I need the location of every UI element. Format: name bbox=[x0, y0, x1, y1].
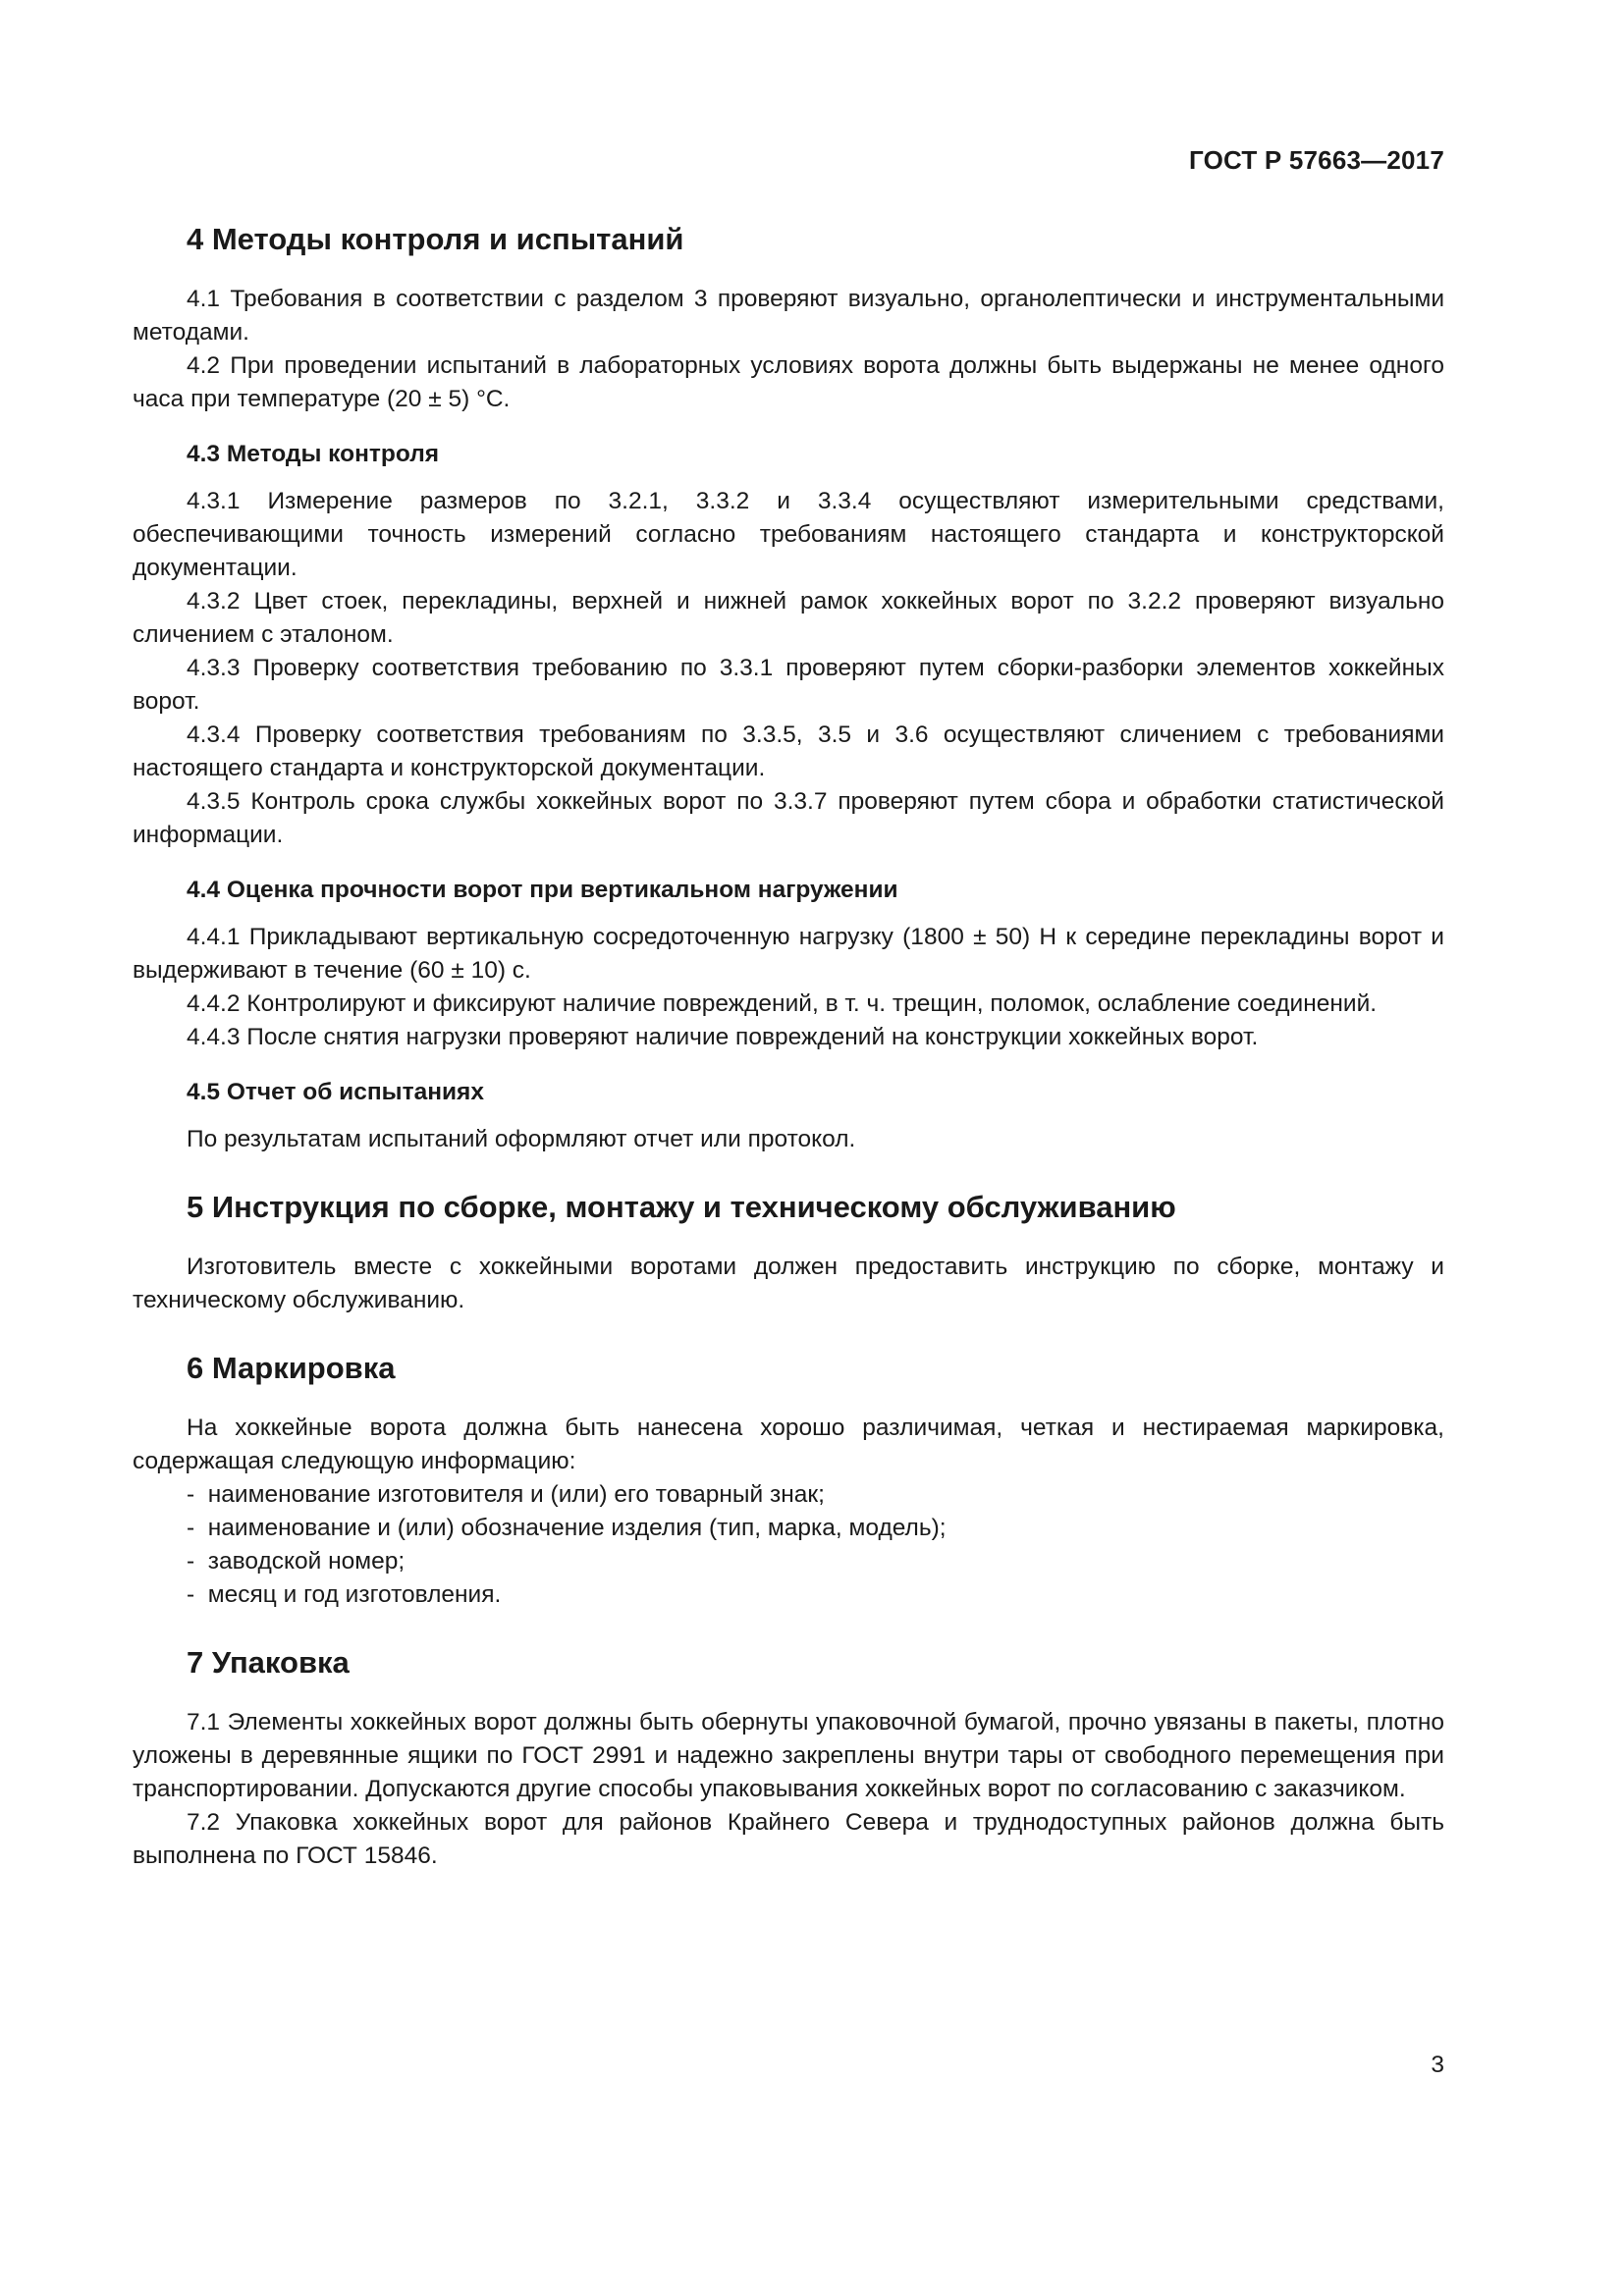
subsection-4-5-heading: 4.5 Отчет об испытаниях bbox=[187, 1079, 484, 1105]
document-code: ГОСТ Р 57663—2017 bbox=[1189, 145, 1444, 175]
paragraph-5-1: Изготовитель вместе с хоккейными воротами должен предоставить инструкцию по сборке, монтажу и техническому обслуживанию. bbox=[133, 1254, 1444, 1313]
paragraph-4-3-4: 4.3.4 Проверку соответствия требованиям по 3.3.5, 3.5 и 3.6 осуществляют сличением с требованиями настоящего стандарта и конструкторской документации. bbox=[133, 721, 1444, 781]
paragraph-7-2: 7.2 Упаковка хоккейных ворот для районов Крайнего Севера и труднодоступных районов должна быть выполнена по ГОСТ 15846. bbox=[133, 1809, 1444, 1869]
subsection-4-3-heading: 4.3 Методы контроля bbox=[187, 441, 440, 467]
paragraph-4-2: 4.2 При проведении испытаний в лабораторных условиях ворота должны быть выдержаны не менее одного часа при температуре (20 ± 5) °С. bbox=[133, 352, 1444, 412]
section-7-heading: 7 Упаковка bbox=[187, 1645, 350, 1680]
section-4-heading: 4 Методы контроля и испытаний bbox=[187, 222, 684, 256]
paragraph-4-3-1: 4.3.1 Измерение размеров по 3.2.1, 3.3.2 и 3.3.4 осуществляют измерительными средствами, обеспечивающими точность измерений согласно требованиям настоящего стандарта и конструкторской документации. bbox=[133, 488, 1444, 581]
paragraph-4-4-1: 4.4.1 Прикладывают вертикальную сосредоточенную нагрузку (1800 ± 50) Н к середине перекладины ворот и выдерживают в течение (60 ± 10) с. bbox=[133, 924, 1444, 984]
paragraph-4-3-5: 4.3.5 Контроль срока службы хоккейных ворот по 3.3.7 проверяют путем сбора и обработки статистической информации. bbox=[133, 788, 1444, 848]
paragraph-4-3-3: 4.3.3 Проверку соответствия требованию по 3.3.1 проверяют путем сборки-разборки элементов хоккейных ворот. bbox=[133, 655, 1444, 715]
document-body bbox=[133, 218, 1444, 1873]
list-item: - заводской номер; bbox=[187, 1548, 406, 1575]
paragraph-4-4-3: 4.4.3 После снятия нагрузки проверяют наличие повреждений на конструкции хоккейных ворот. bbox=[187, 1024, 1259, 1050]
list-item: - месяц и год изготовления. bbox=[187, 1581, 502, 1608]
list-item: - наименование и (или) обозначение изделия (тип, марка, модель); bbox=[187, 1515, 947, 1541]
section-6-heading: 6 Маркировка bbox=[187, 1351, 396, 1385]
paragraph-4-3-2: 4.3.2 Цвет стоек, перекладины, верхней и нижней рамок хоккейных ворот по 3.2.2 проверяют визуально сличением с эталоном. bbox=[133, 588, 1444, 648]
paragraph-4-5: По результатам испытаний оформляют отчет или протокол. bbox=[187, 1126, 856, 1152]
paragraph-6-1: На хоккейные ворота должна быть нанесена хорошо различимая, четкая и нестираемая маркировка, содержащая следующую информацию: bbox=[133, 1415, 1444, 1474]
subsection-4-4-heading: 4.4 Оценка прочности ворот при вертикальном нагружении bbox=[187, 877, 898, 903]
paragraph-4-1: 4.1 Требования в соответствии с разделом 3 проверяют визуально, органолептически и инструментальными методами. bbox=[133, 286, 1444, 346]
list-item: - наименование изготовителя и (или) его товарный знак; bbox=[187, 1481, 825, 1508]
paragraph-4-4-2: 4.4.2 Контролируют и фиксируют наличие повреждений, в т. ч. трещин, поломок, ослабление соединений. bbox=[187, 990, 1378, 1017]
section-5-heading: 5 Инструкция по сборке, монтажу и техническому обслуживанию bbox=[187, 1190, 1176, 1224]
page-number: 3 bbox=[1431, 2052, 1444, 2078]
paragraph-7-1: 7.1 Элементы хоккейных ворот должны быть обернуты упаковочной бумагой, прочно увязаны в пакеты, плотно уложены в деревянные ящики по ГОСТ 2991 и надежно закреплены внутри тары от свободного перемещения при транспортировании. Допускаются другие способы упаковывания хоккейных ворот по согласованию с заказчиком. bbox=[133, 1709, 1444, 1802]
